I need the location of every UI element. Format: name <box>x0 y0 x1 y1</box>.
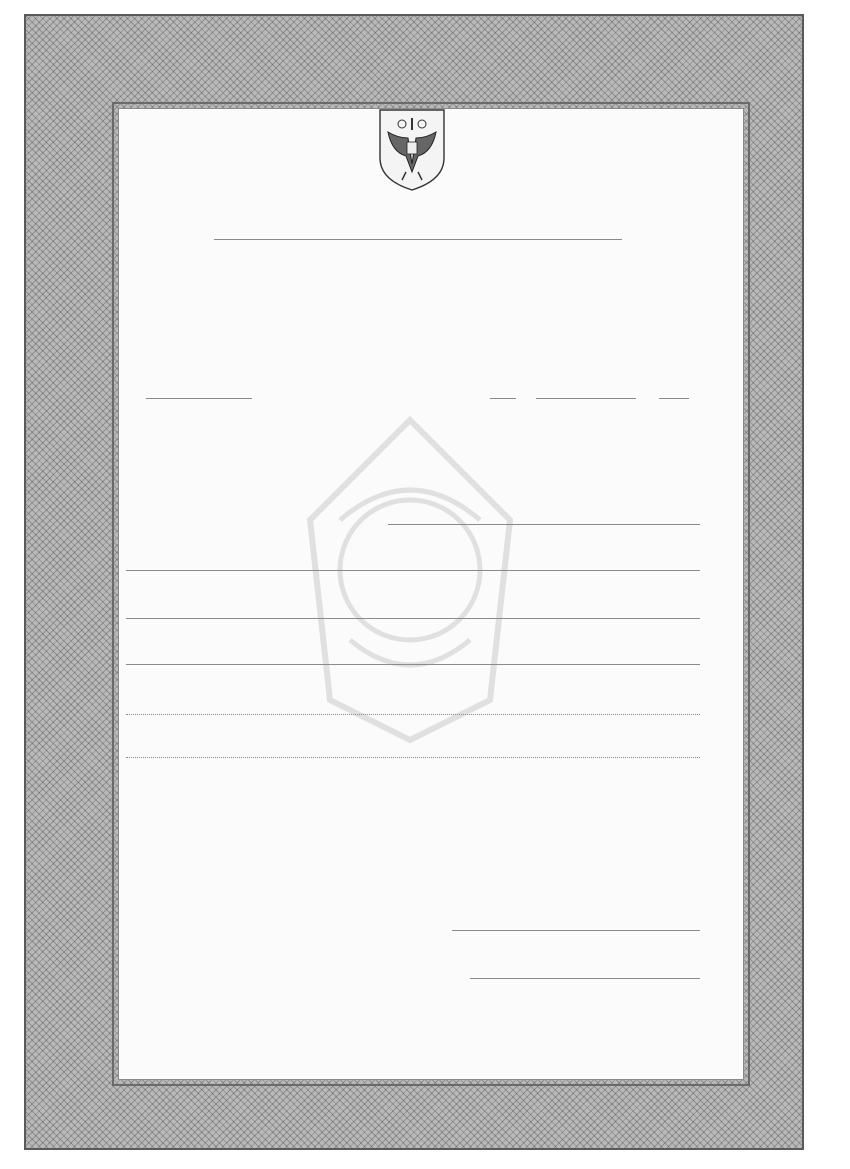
org-line-4-underline <box>126 664 700 665</box>
coat-of-arms-icon <box>378 108 446 192</box>
org-line-3-underline <box>126 618 700 619</box>
number-underline <box>146 398 252 399</box>
org-line-2-underline <box>126 570 700 571</box>
ministry-underline <box>214 239 622 240</box>
blank-line-1 <box>126 714 700 715</box>
watermark-emblem-icon <box>250 400 570 760</box>
ogrn-underline <box>452 930 700 931</box>
day-underline <box>490 398 516 399</box>
org-line-1-underline <box>388 524 700 525</box>
blank-line-2 <box>126 757 700 758</box>
year-underline <box>659 398 689 399</box>
month-underline <box>536 398 636 399</box>
inn-underline <box>470 978 700 979</box>
